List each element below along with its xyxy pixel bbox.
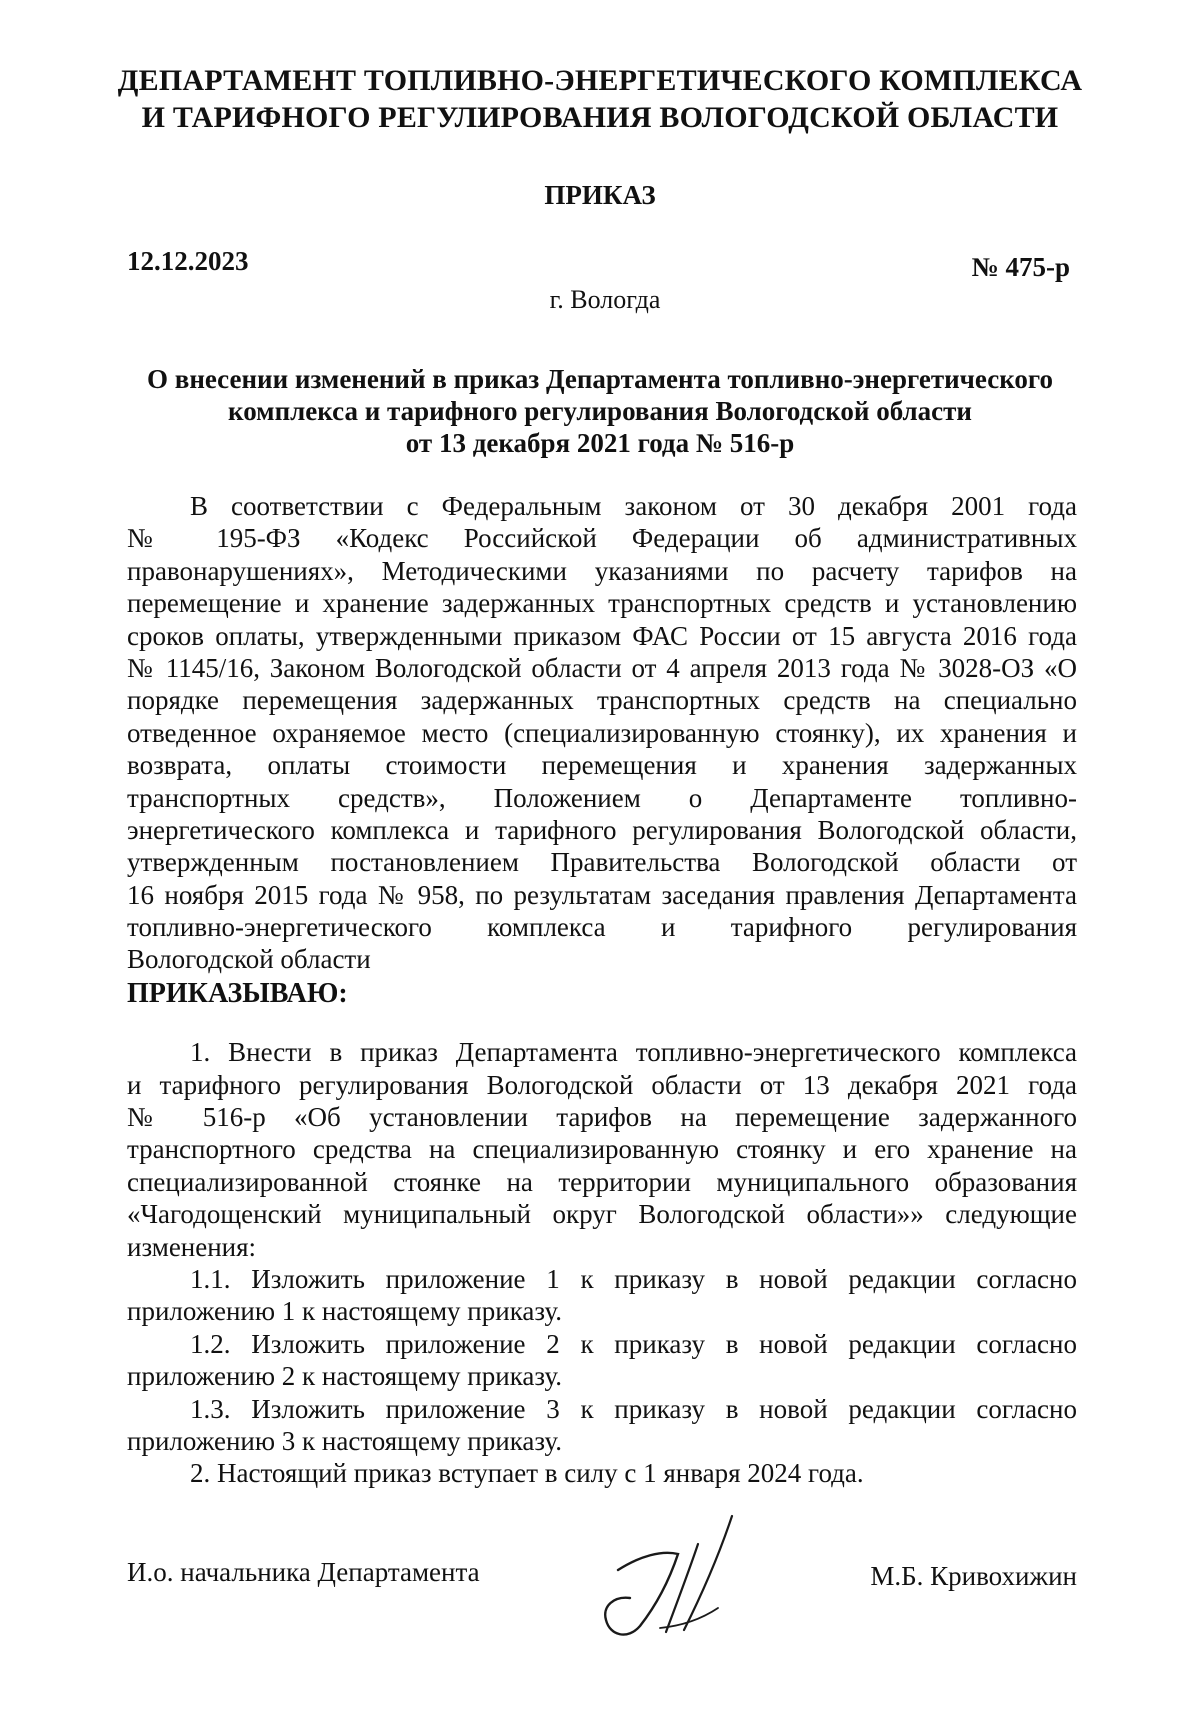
header-line-1: ДЕПАРТАМЕНТ ТОПЛИВНО-ЭНЕРГЕТИЧЕСКОГО КОМПЛЕКСА: [117, 64, 1083, 97]
order-directive: ПРИКАЗЫВАЮ:: [127, 977, 348, 1009]
text-line: приложению 1 к настоящему приказу.: [127, 1296, 563, 1327]
subject-line: от 13 декабря 2021 года № 516-р: [405, 428, 795, 458]
text-line: 16 ноября 2015 года № 958, по результатам заседания правления Департамента: [127, 879, 1077, 910]
text-line: 1.2. Изложить приложение 2 к приказу в новой редакции согласно: [190, 1328, 1077, 1359]
order-number: № 475-р: [971, 252, 1070, 282]
text-line: отведенное охраняемое место (специализированную стоянку), их хранения и: [127, 717, 1077, 748]
order-city: г. Вологда: [549, 285, 661, 314]
text-line: энергетического комплекса и тарифного регулирования Вологодской области,: [127, 814, 1077, 845]
order-date: 12.12.2023: [127, 246, 249, 276]
subject-line: комплекса и тарифного регулирования Вологодской области: [228, 396, 972, 426]
order-title: ПРИКАЗ: [544, 180, 656, 210]
document-body: [127, 490, 1077, 1490]
signatory-position: И.о. начальника Департамента: [127, 1557, 480, 1587]
text-line: перемещение и хранение задержанных транспортных средств и установлению: [127, 588, 1077, 619]
text-line: специализированной стоянке на территории муниципального образования: [127, 1166, 1077, 1197]
text-line: транспортного средства на специализированную стоянку и его хранение на: [127, 1134, 1077, 1165]
signatory-name: М.Б. Кривохижин: [870, 1561, 1077, 1591]
text-line: 1.1. Изложить приложение 1 к приказу в новой редакции согласно: [190, 1264, 1077, 1294]
item-2: [127, 1457, 1077, 1489]
item-1-1: [127, 1263, 1077, 1328]
text-line: приложению 3 к настоящему приказу.: [127, 1425, 563, 1456]
department-header: [0, 62, 1200, 136]
text-line: транспортных средств», Положением о Департаменте топливно-: [127, 782, 1077, 813]
text-line: № 516-р «Об установлении тарифов на перемещение задержанного: [127, 1102, 1077, 1133]
header-line-2: И ТАРИФНОГО РЕГУЛИРОВАНИЯ ВОЛОГОДСКОЙ ОБЛАСТИ: [141, 101, 1059, 134]
item-1-3: [127, 1393, 1077, 1458]
text-line: правонарушениях», Методическими указаниями по расчету тарифов на: [127, 555, 1077, 586]
text-line: сроков оплаты, утвержденными приказом ФАС России от 15 августа 2016 года: [127, 620, 1077, 651]
text-line: 2. Настоящий приказ вступает в силу с 1 января 2024 года.: [190, 1458, 864, 1489]
text-line: Вологодской области: [127, 944, 371, 975]
text-line: В соответствии с Федеральным законом от 30 декабря 2001 года: [190, 491, 1077, 521]
text-line: № 195-ФЗ «Кодекс Российской Федерации об административных: [127, 523, 1077, 554]
subject-line: О внесении изменений в приказ Департамента топливно-энергетического: [146, 364, 1053, 394]
text-line: порядке перемещения задержанных транспортных средств на специально: [127, 685, 1077, 716]
text-line: возврата, оплаты стоимости перемещения и хранения задержанных: [127, 750, 1077, 781]
text-line: приложению 2 к настоящему приказу.: [127, 1361, 563, 1392]
text-line: № 1145/16, Законом Вологодской области от 4 апреля 2013 года № 3028-ОЗ «О: [127, 652, 1077, 683]
item-1: [127, 1036, 1077, 1263]
item-1-2: [127, 1328, 1077, 1393]
order-subject: [0, 363, 1200, 459]
preamble-paragraph: [127, 490, 1077, 976]
text-line: и тарифного регулирования Вологодской области от 13 декабря 2021 года: [127, 1069, 1077, 1100]
handwritten-signature: [600, 1508, 750, 1648]
text-line: топливно-энергетического комплекса и тарифного регулирования: [127, 912, 1077, 943]
text-line: изменения:: [127, 1231, 257, 1262]
text-line: «Чагодощенский муниципальный округ Вологодской области»» следующие: [127, 1199, 1077, 1230]
text-line: 1. Внести в приказ Департамента топливно-энергетического комплекса: [190, 1037, 1077, 1068]
text-line: утвержденным постановлением Правительства Вологодской области от: [127, 847, 1077, 878]
text-line: 1.3. Изложить приложение 3 к приказу в новой редакции согласно: [190, 1393, 1077, 1424]
